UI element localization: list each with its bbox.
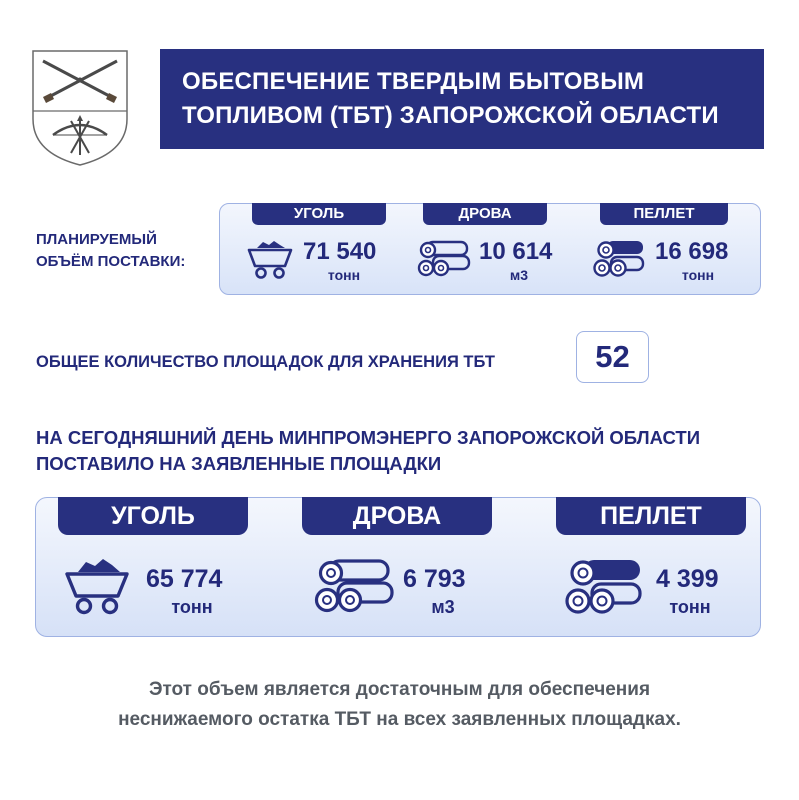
delivered-coal-unit: тонн [171,597,213,617]
coat-of-arms-icon [31,49,129,167]
planned-item-pellet [593,234,753,290]
planned-volume-label: ПЛАНИРУЕМЫЙ ОБЪЁМ ПОСТАВКИ: [36,231,186,270]
firewood-logs-icon [314,555,394,619]
coal-cart-icon [64,556,130,618]
planned-tab-coal: УГОЛЬ [252,203,386,225]
page-title: ОБЕСПЕЧЕНИЕ ТВЕРДЫМ БЫТОВЫМ ТОПЛИВОМ (ТБТ) ЗАПОРОЖСКОЙ ОБЛАСТИ [182,68,719,129]
planned-tab-firewood: ДРОВА [423,203,547,225]
storage-sites-label: ОБЩЕЕ КОЛИЧЕСТВО ПЛОЩАДОК ДЛЯ ХРАНЕНИЯ ТБТ [36,353,495,371]
delivered-tab-firewood: ДРОВА [302,497,492,535]
planned-coal-unit: тонн [327,267,361,283]
planned-coal-value: 71 540 [303,238,377,265]
delivered-coal-value: 65 774 [146,565,223,593]
planned-pellet-value: 16 698 [655,238,729,265]
delivered-pellet-unit: тонн [669,597,711,617]
footer-note: Этот объем является достаточным для обеспечения неснижаемого остатка ТБТ на всех заявленных площадках. [118,679,681,730]
delivered-panel [35,497,761,637]
coal-cart-icon [247,238,293,280]
pellet-icon [593,238,647,280]
delivered-firewood-value: 6 793 [403,565,466,593]
planned-tab-pellet: ПЕЛЛЕТ [600,203,728,225]
planned-volume-panel [219,203,761,295]
delivered-tab-pellet: ПЕЛЛЕТ [556,497,746,535]
storage-sites-count: 52 [576,331,649,383]
firewood-logs-icon [417,238,471,280]
delivered-heading: НА СЕГОДНЯШНИЙ ДЕНЬ МИНПРОМЭНЕРГО ЗАПОРОЖСКОЙ ОБЛАСТИ ПОСТАВИЛО НА ЗАЯВЛЕННЫЕ ПЛОЩАДКИ [36,427,700,474]
planned-item-coal [247,234,387,290]
delivered-tab-coal: УГОЛЬ [58,497,248,535]
planned-pellet-unit: тонн [681,267,715,283]
title-banner [160,49,764,149]
delivered-firewood-unit: м3 [431,597,455,617]
planned-item-firewood [417,234,567,290]
pellet-icon [564,555,644,619]
delivered-pellet-value: 4 399 [656,565,719,593]
planned-firewood-unit: м3 [509,267,529,283]
planned-firewood-value: 10 614 [479,238,553,265]
